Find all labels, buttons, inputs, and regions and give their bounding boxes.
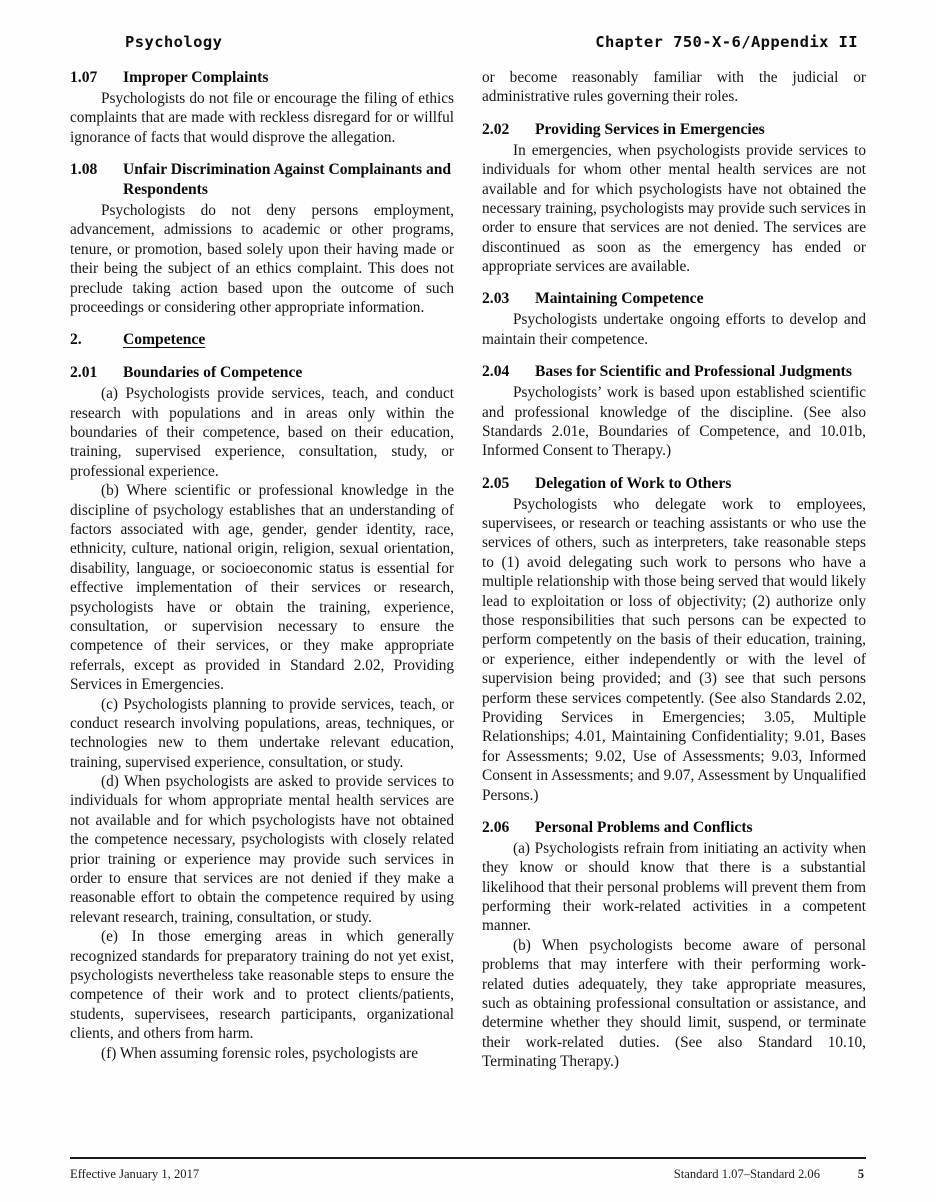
paragraph: Psychologists’ work is based upon established scientific and professional knowledge of the discipline. (See also Standards 2.01e, Boundaries of Competence, and 10.01b, Informed Consent to Therapy.) — [482, 384, 866, 460]
running-head — [70, 33, 866, 59]
section-number: 2.04 — [482, 363, 510, 381]
section-heading — [70, 330, 454, 350]
paragraph: Psychologists do not file or encourage the filing of ethics complaints that are made with reckless disregard for or willful ignorance of facts that would disprove the allegation. — [70, 89, 454, 146]
right-column — [482, 68, 866, 1146]
paragraph-continued: or become reasonably familiar with the judicial or administrative rules governing their roles. — [482, 69, 866, 106]
section-heading — [70, 68, 454, 88]
section-title: Bases for Scientific and Professional Judgments — [535, 363, 852, 381]
paragraph: (a) Psychologists provide services, teach, and conduct research with populations and in areas only within the boundaries of their competence, based on their education, training, supervised experience, consultation, study, or professional experience. — [70, 385, 454, 480]
section-number: 1.08 — [70, 161, 98, 179]
footer-page-number: 5 — [857, 1167, 864, 1181]
section-title: Personal Problems and Conflicts — [535, 818, 753, 836]
section-heading — [70, 160, 454, 200]
section-number: 1.07 — [70, 69, 98, 86]
section-heading — [482, 362, 866, 382]
footer-divider — [70, 1157, 866, 1159]
paragraph: Psychologists who delegate work to employees, supervisees, or research or teaching assistants or who use the services of others, such as interpreters, take reasonable steps to (1) avoid delegating such work to persons who have a multiple relationship with those being served that would likely lead to exploitation or loss of objectivity; (2) authorize only those responsibilities that such persons can be expected to perform competently on the basis of their education, training, or experience, either independently or with the level of supervision being provided; and (3) see that such persons perform these services competently. (See also Standards 2.02, Providing Services in Emergencies; 3.05, Multiple Relationships; 4.01, Maintaining Confidentiality; 9.01, Bases for Assessments; 9.02, Use of Assessments; 9.03, Informed Consent in Assessments; and 9.07, Assessment by Unqualified Persons.) — [482, 495, 866, 804]
section-heading — [70, 363, 454, 383]
section-heading — [482, 289, 866, 309]
section-heading — [482, 818, 866, 838]
paragraph: In emergencies, when psychologists provide services to individuals for whom other mental health services are not available and for which psychologists have not obtained the necessary training, psychologists may provide such services in order to ensure that services are not denied. The services are discontinued as soon as the emergency has ended or appropriate services are available. — [482, 141, 866, 276]
section-number: 2.06 — [482, 818, 510, 836]
section-heading — [482, 120, 866, 140]
section-title: Delegation of Work to Others — [535, 474, 732, 492]
left-column — [70, 68, 454, 1146]
section-title: Unfair Discrimination Against Complainants and Respondents — [123, 161, 452, 199]
section-title: Improper Complaints — [123, 69, 269, 86]
paragraph: (c) Psychologists planning to provide services, teach, or conduct research involving populations, areas, techniques, or technologies new to them undertake relevant education, training, supervised experience, consultation, or study. — [70, 695, 454, 771]
section-title: Boundaries of Competence — [123, 364, 303, 382]
section-number: 2. — [70, 331, 82, 349]
footer-standard-range: Standard 1.07–Standard 2.06 — [673, 1167, 820, 1181]
paragraph: (d) When psychologists are asked to provide services to individuals for whom appropriate mental health services are not available and for which psychologists have not obtained the competence necessary, psychologists with closely related prior training or experience may provide such services in order to ensure that services are not denied if they make a reasonable effort to obtain the competence required by using relevant research, training, consultation, or study. — [70, 773, 454, 926]
body-columns — [70, 68, 866, 1146]
paragraph: (e) In those emerging areas in which generally recognized standards for preparatory training do not yet exist, psychologists nevertheless take reasonable steps to ensure the competence of their work and to protect clients/patients, students, supervisees, research participants, organizational clients, and others from harm. — [70, 928, 454, 1043]
paragraph: (b) Where scientific or professional knowledge in the discipline of psychology establishes that an understanding of factors associated with age, gender, gender identity, race, ethnicity, culture, national origin, religion, sexual orientation, disability, language, or socioeconomic status is essential for effective implementation of their services or research, psychologists have or obtain the training, experience, consultation, or supervision necessary to ensure the competence of their services, or they make appropriate referrals, except as provided in Standard 2.02, Providing Services in Emergencies. — [70, 482, 454, 694]
paragraph: (b) When psychologists become aware of personal problems that may interfere with their performing work-related duties adequately, they take appropriate measures, such as obtaining professional consultation or assistance, and determine whether they should limit, suspend, or terminate their work-related duties. (See also Standard 10.10, Terminating Therapy.) — [482, 936, 866, 1071]
running-head-right: Chapter 750-X-6/Appendix II — [595, 33, 858, 51]
section-heading — [482, 474, 866, 494]
section-title: Maintaining Competence — [535, 290, 704, 308]
section-number: 2.01 — [70, 364, 98, 382]
page-footer — [70, 1167, 866, 1189]
paragraph: Psychologists do not deny persons employment, advancement, admissions to academic or other programs, tenure, or promotion, based solely upon their having made or their being the subject of an ethics complaint. This does not preclude taking action based upon the outcome of such proceedings or considering other appropriate information. — [70, 202, 454, 316]
footer-effective-date: Effective January 1, 2017 — [70, 1167, 200, 1181]
section-number: 2.03 — [482, 290, 510, 308]
running-head-left: Psychology — [125, 33, 223, 51]
paragraph: (f) When assuming forensic roles, psychologists are — [101, 1044, 419, 1062]
paragraph: Psychologists undertake ongoing efforts to develop and maintain their competence. — [482, 311, 866, 348]
section-number: 2.05 — [482, 474, 510, 492]
paragraph: (a) Psychologists refrain from initiating an activity when they know or should know that there is a substantial likelihood that their personal problems will prevent them from performing their work-related activities in a competent manner. — [482, 839, 866, 935]
section-title: Competence — [123, 331, 206, 349]
section-number: 2.02 — [482, 120, 510, 138]
section-title: Providing Services in Emergencies — [535, 120, 765, 138]
